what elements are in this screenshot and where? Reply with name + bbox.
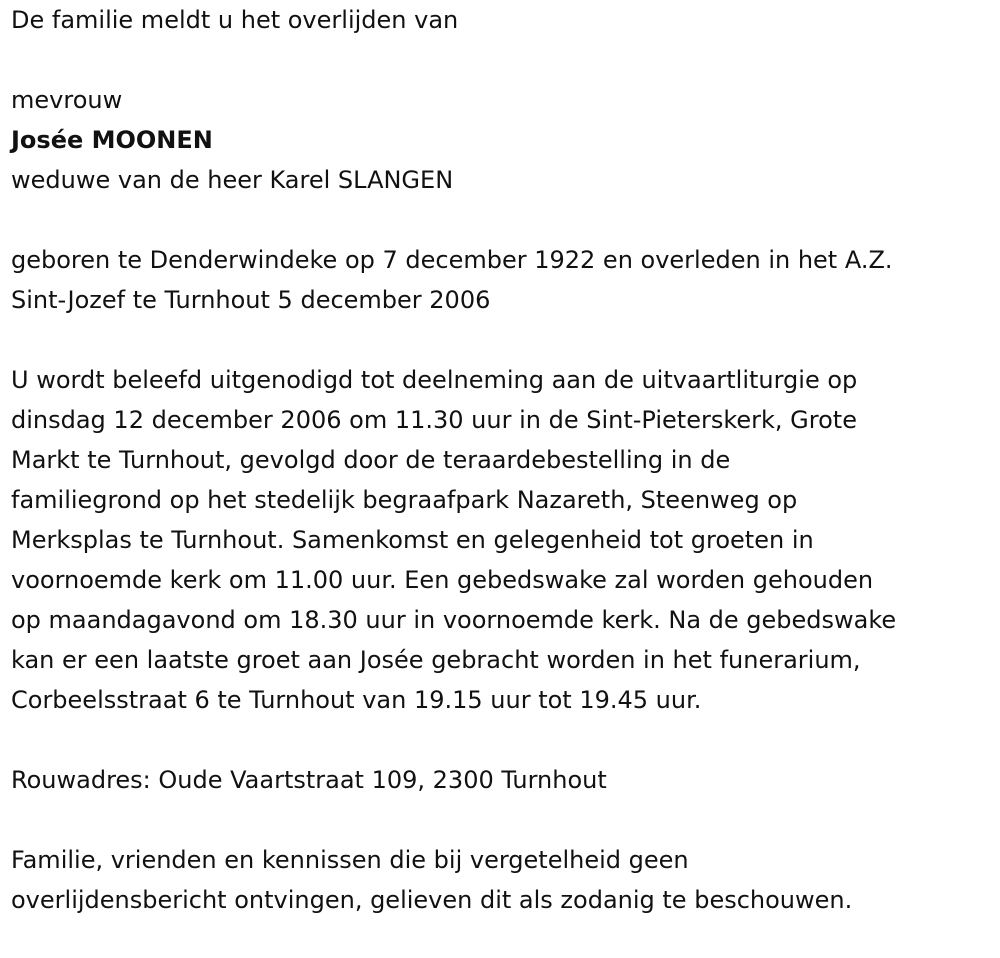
closing-line: overlijdensbericht ontvingen, gelieven dit als zodanig te beschouwen. [11,886,853,914]
blank-line [11,720,991,760]
invitation-line: Markt te Turnhout, gevolgd door de teraardebestelling in de [11,446,731,474]
obituary-document [11,0,991,920]
blank-line [11,800,991,840]
invitation-line: voornoemde kerk om 11.00 uur. Een gebedswake zal worden gehouden [11,566,874,594]
mourning-address: Rouwadres: Oude Vaartstraat 109, 2300 Turnhout [11,766,607,794]
birth-death-line: Sint-Jozef te Turnhout 5 december 2006 [11,286,491,314]
blank-line [11,320,991,360]
invitation-line: familiegrond op het stedelijk begraafpark Nazareth, Steenweg op [11,486,798,514]
blank-line [11,40,991,80]
invitation-line: kan er een laatste groet aan Josée gebracht worden in het funerarium, [11,646,861,674]
deceased-name: Josée MOONEN [11,126,213,154]
invitation-line: U wordt beleefd uitgenodigd tot deelneming aan de uitvaartliturgie op [11,366,858,394]
closing-line: Familie, vrienden en kennissen die bij vergetelheid geen [11,846,689,874]
invitation-line: op maandagavond om 18.30 uur in voornoemde kerk. Na de gebedswake [11,606,897,634]
birth-death-line: geboren te Denderwindeke op 7 december 1922 en overleden in het A.Z. [11,246,893,274]
invitation-line: Corbeelsstraat 6 te Turnhout van 19.15 uur tot 19.45 uur. [11,686,702,714]
invitation-line: Merksplas te Turnhout. Samenkomst en gelegenheid tot groeten in [11,526,814,554]
invitation-line: dinsdag 12 december 2006 om 11.30 uur in de Sint-Pieterskerk, Grote [11,406,857,434]
blank-line [11,200,991,240]
intro-text: De familie meldt u het overlijden van [11,6,459,34]
salutation: mevrouw [11,86,123,114]
widow-of-text: weduwe van de heer Karel SLANGEN [11,166,454,194]
